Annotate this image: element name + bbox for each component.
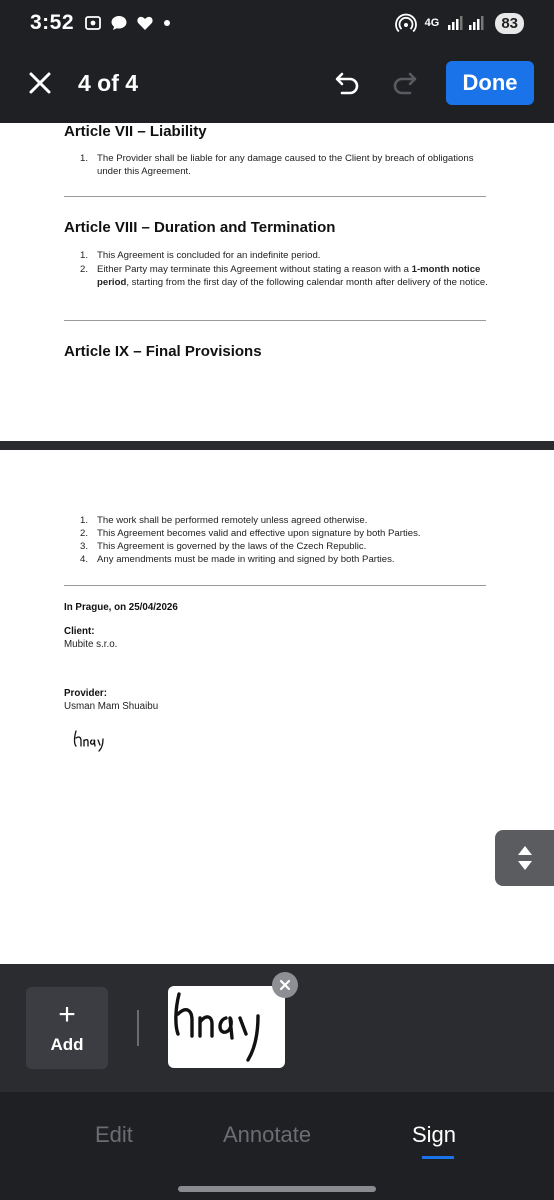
signature-drawing	[168, 986, 285, 1068]
clause-number: 1.	[80, 250, 89, 261]
tab-annotate[interactable]: Annotate	[223, 1122, 312, 1147]
tab-edit[interactable]: Edit	[95, 1122, 133, 1147]
tab-sign[interactable]: Sign	[412, 1122, 457, 1147]
undo-button[interactable]	[326, 61, 370, 105]
document-page-4[interactable]	[0, 450, 554, 964]
article-7-clause	[80, 152, 500, 178]
clause-text: This Agreement is concluded for an indefinite period.	[97, 250, 321, 261]
article-8-title: Article VIII – Duration and Termination	[64, 219, 336, 236]
clause-number: 1.	[80, 153, 89, 164]
place-date: In Prague, on 25/04/2026	[64, 602, 178, 613]
clause-text	[80, 263, 500, 289]
clause-number: 2.	[80, 264, 89, 275]
remove-signature-button[interactable]	[272, 972, 298, 998]
section-divider	[64, 585, 486, 586]
close-button[interactable]	[20, 63, 60, 103]
mode-tabs	[0, 1092, 554, 1182]
status-right	[395, 12, 524, 34]
clause-text: Any amendments must be made in writing and signed by both Parties.	[97, 554, 395, 565]
final-provision-clause-2	[80, 527, 500, 540]
undo-icon	[333, 68, 363, 98]
article-8-clause-1	[80, 249, 500, 262]
status-bar	[0, 0, 554, 46]
article-7-title: Article VII – Liability	[64, 123, 207, 140]
notification-icons	[84, 14, 172, 32]
gallery-notification-icon	[84, 14, 102, 32]
saved-signature-thumbnail[interactable]	[168, 986, 285, 1068]
active-tab-indicator	[422, 1156, 454, 1159]
placed-signature[interactable]	[70, 728, 112, 752]
panel-divider	[137, 1010, 139, 1046]
clause-text-part: Either Party may terminate this Agreement without stating a reason with a	[97, 264, 412, 275]
final-provision-clause-1	[80, 514, 500, 527]
page-separator	[0, 441, 554, 450]
dot-notification-icon	[162, 18, 172, 28]
clause-text-part: , starting from the first day of the following calendar month after delivery of the notice.	[126, 277, 488, 288]
redo-button[interactable]	[382, 61, 426, 105]
plus-icon: +	[58, 998, 76, 1031]
chevron-up-icon	[516, 844, 534, 856]
page-scroll-handle[interactable]	[495, 830, 554, 886]
clause-text-bold: 1-month notice period	[97, 264, 481, 288]
document-page-3[interactable]	[0, 123, 554, 441]
page-counter: 4 of 4	[78, 69, 139, 96]
done-button[interactable]: Done	[446, 61, 534, 105]
network-type-label: 4G	[424, 17, 440, 29]
redo-icon	[389, 68, 419, 98]
clause-number: 1.	[80, 515, 89, 526]
clause-text: This Agreement is governed by the laws of the Czech Republic.	[97, 541, 367, 552]
gesture-bar[interactable]	[178, 1186, 376, 1192]
close-icon	[279, 979, 291, 991]
final-provision-clause-4	[80, 553, 500, 566]
close-icon	[27, 70, 53, 96]
signal-icon	[447, 15, 487, 31]
add-signature-button[interactable]	[26, 987, 108, 1069]
clause-number: 4.	[80, 554, 89, 565]
clause-text: The Provider shall be liable for any damage caused to the Client by breach of obligations under this Agreement.	[97, 153, 474, 177]
status-time: 3:52	[30, 11, 75, 34]
clause-number: 2.	[80, 528, 89, 539]
add-signature-label: Add	[50, 1035, 84, 1054]
clause-number: 3.	[80, 541, 89, 552]
chevron-down-icon	[516, 860, 534, 872]
provider-label: Provider:	[64, 688, 108, 699]
article-9-title: Article IX – Final Provisions	[64, 343, 262, 360]
article-8-clause-2	[80, 263, 500, 289]
editor-toolbar	[0, 48, 554, 118]
provider-name: Usman Mam Shuaibu	[64, 701, 159, 712]
final-provision-clause-3	[80, 540, 500, 553]
battery-indicator: 83	[495, 13, 524, 34]
section-divider	[64, 320, 486, 321]
section-divider	[64, 196, 486, 197]
clause-text: This Agreement becomes valid and effective upon signature by both Parties.	[97, 528, 421, 539]
clause-text: The work shall be performed remotely unless agreed otherwise.	[97, 515, 368, 526]
heart-notification-icon	[136, 14, 154, 32]
hotspot-icon	[395, 12, 417, 34]
client-label: Client:	[64, 626, 95, 637]
chat-notification-icon	[110, 14, 128, 32]
client-name: Mubite s.r.o.	[64, 639, 118, 650]
